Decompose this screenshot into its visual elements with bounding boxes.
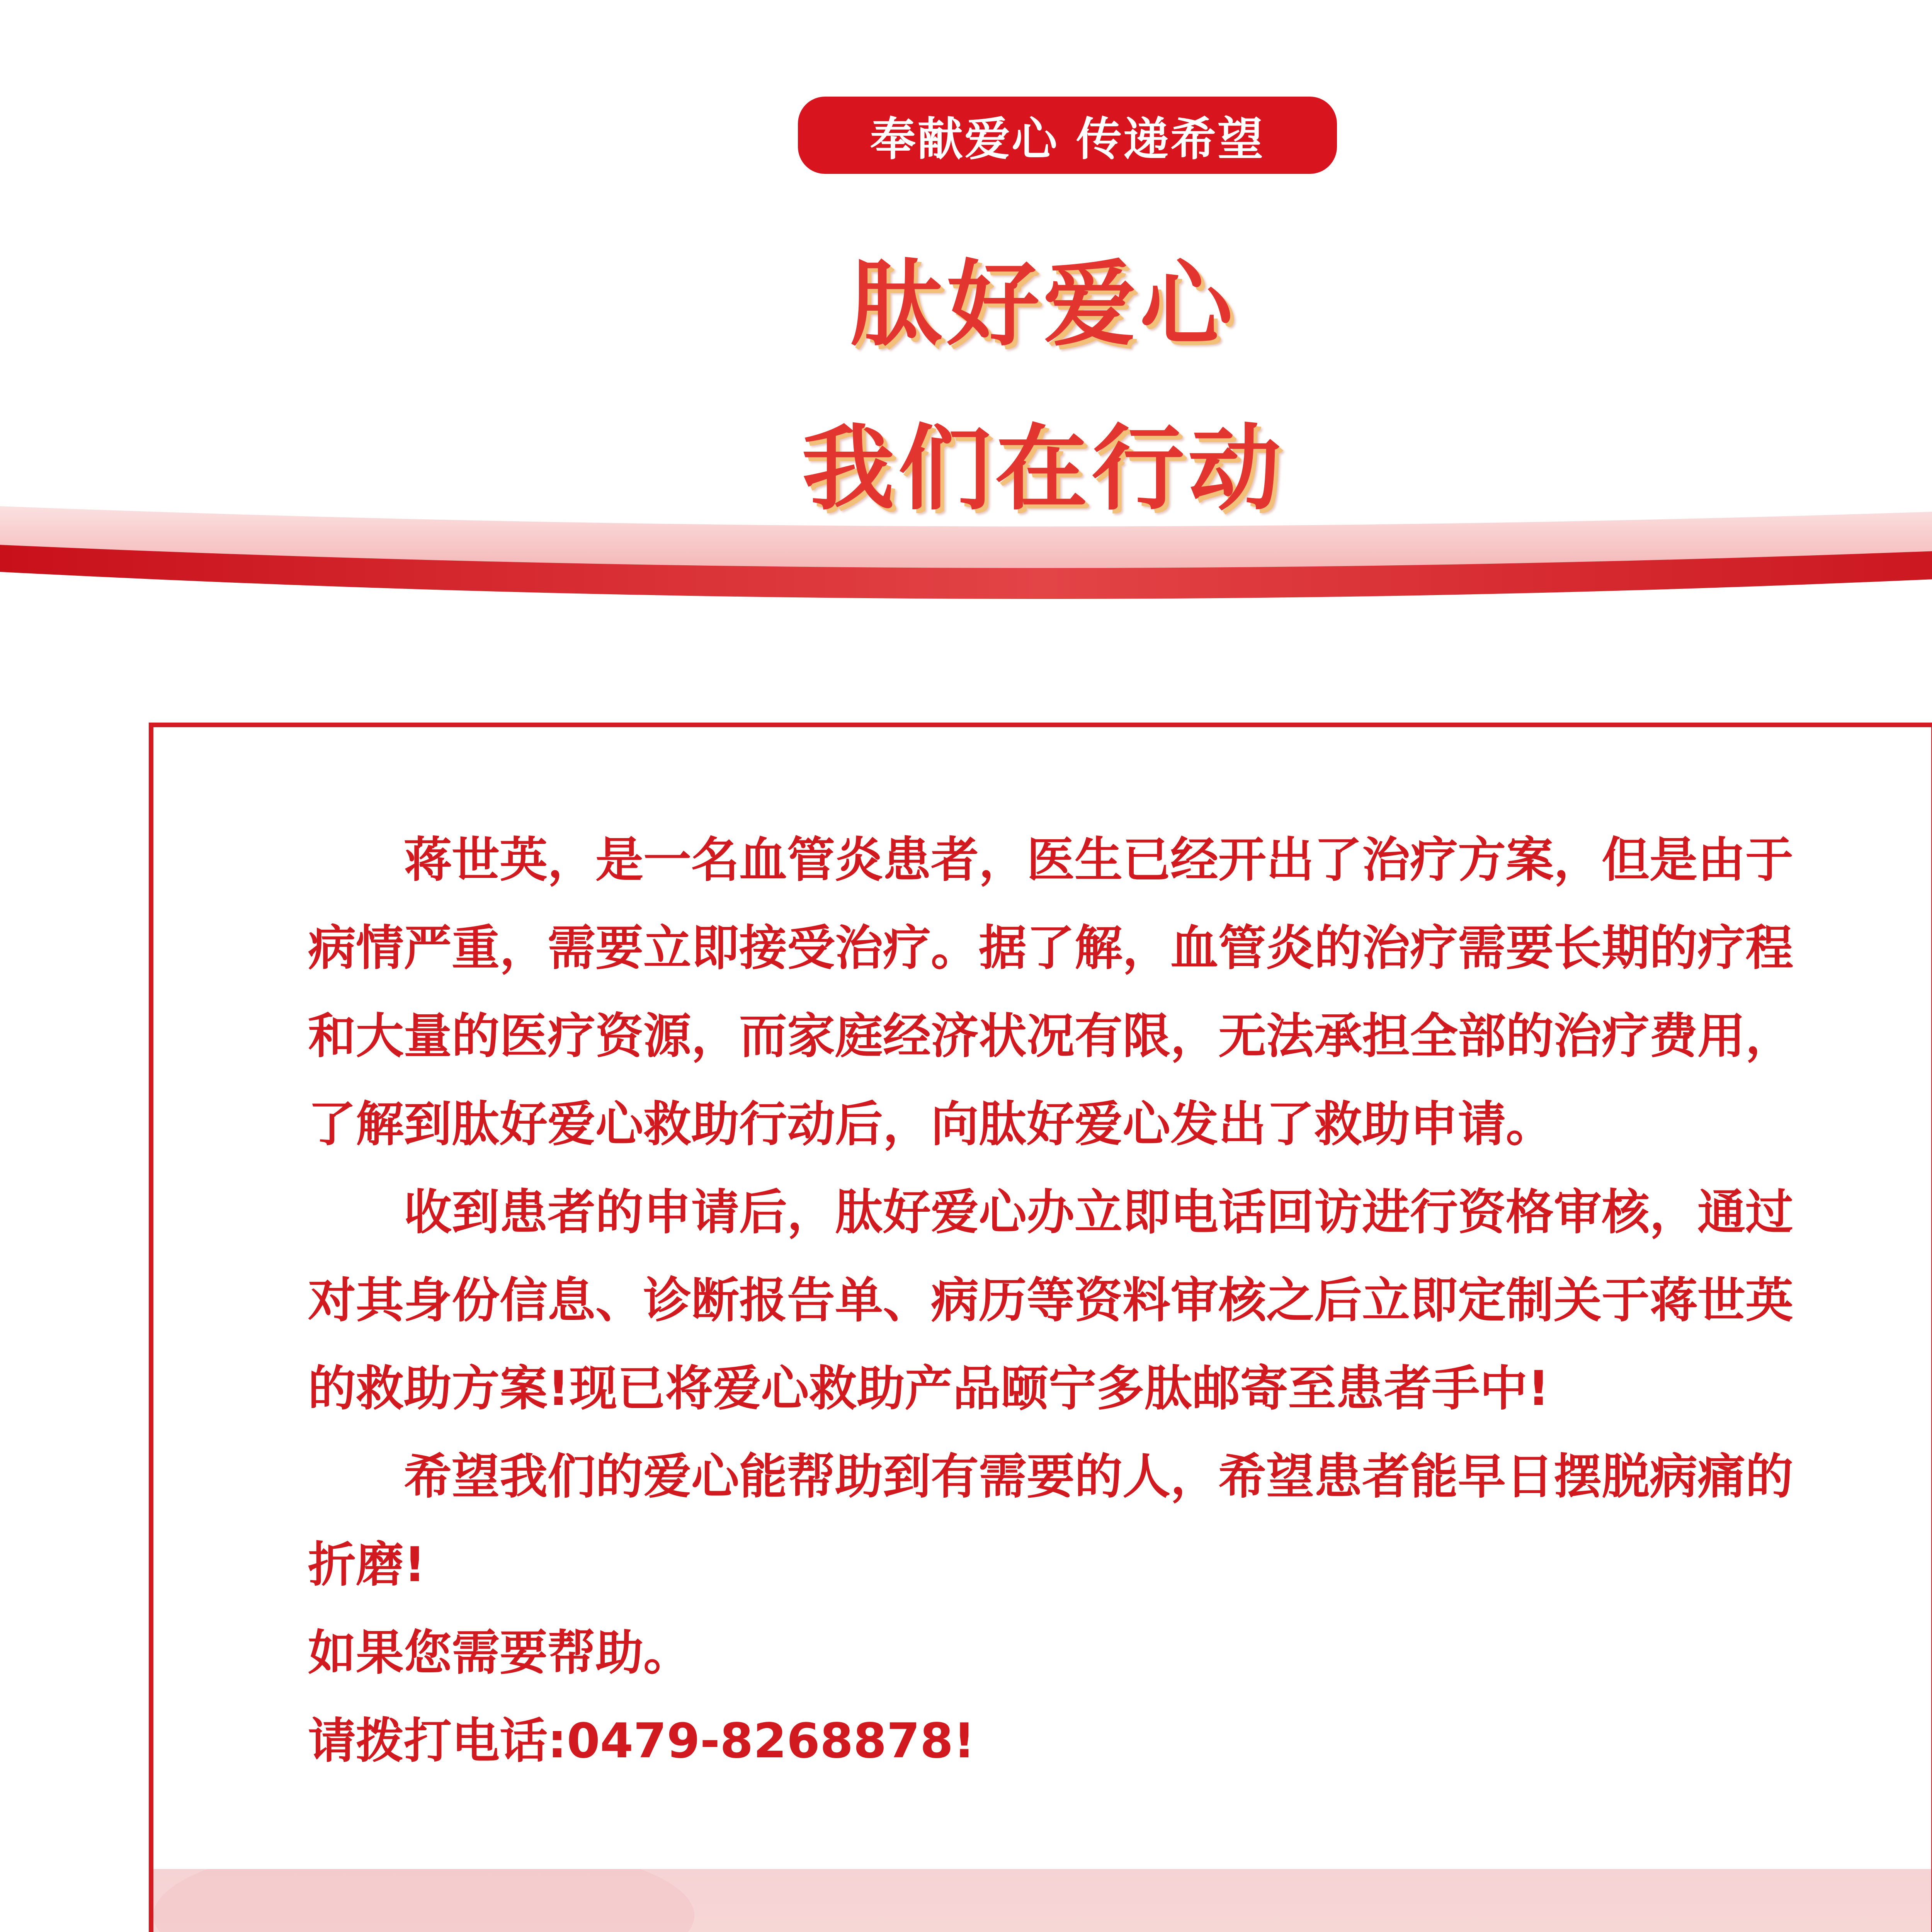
help-prompt: 如果您需要帮助。 (308, 1625, 692, 1681)
article-paragraph: 收到患者的申请后，肽好爱心办立即电话回访进行资格审核，通过对其身份信息、诊断报告单、病历等资料审核之后立即定制关于蒋世英的救助方案!现已将爱心救助产品颐宁多肽邮寄至患者手中! (308, 1185, 1794, 1417)
slogan-pill: 奉献爱心 传递希望 (798, 97, 1337, 174)
banner-background-art (153, 1869, 1931, 1932)
page-title-line-2: 我们在行动 (801, 415, 1285, 523)
contact-phone: 请拨打电话:0479-8268878! (308, 1713, 975, 1769)
charity-banner (153, 1869, 1931, 1932)
article-paragraph: 蒋世英，是一名血管炎患者，医生已经开出了治疗方案，但是由于病情严重，需要立即接受治疗。据了解，血管炎的治疗需要长期的疗程和大量的医疗资源，而家庭经济状况有限，无法承担全部的治疗费用，了解到肽好爱心救助行动后，向肽好爱心发出了救助申请。 (308, 832, 1794, 1152)
story-article (308, 816, 1815, 1785)
header-swoosh-decoration (0, 479, 1932, 634)
page-title-line-1: 肽好爱心 (850, 250, 1236, 359)
story-card (149, 723, 1932, 1932)
article-paragraph: 希望我们的爱心能帮助到有需要的人，希望患者能早日摆脱病痛的折磨! (308, 1449, 1794, 1593)
